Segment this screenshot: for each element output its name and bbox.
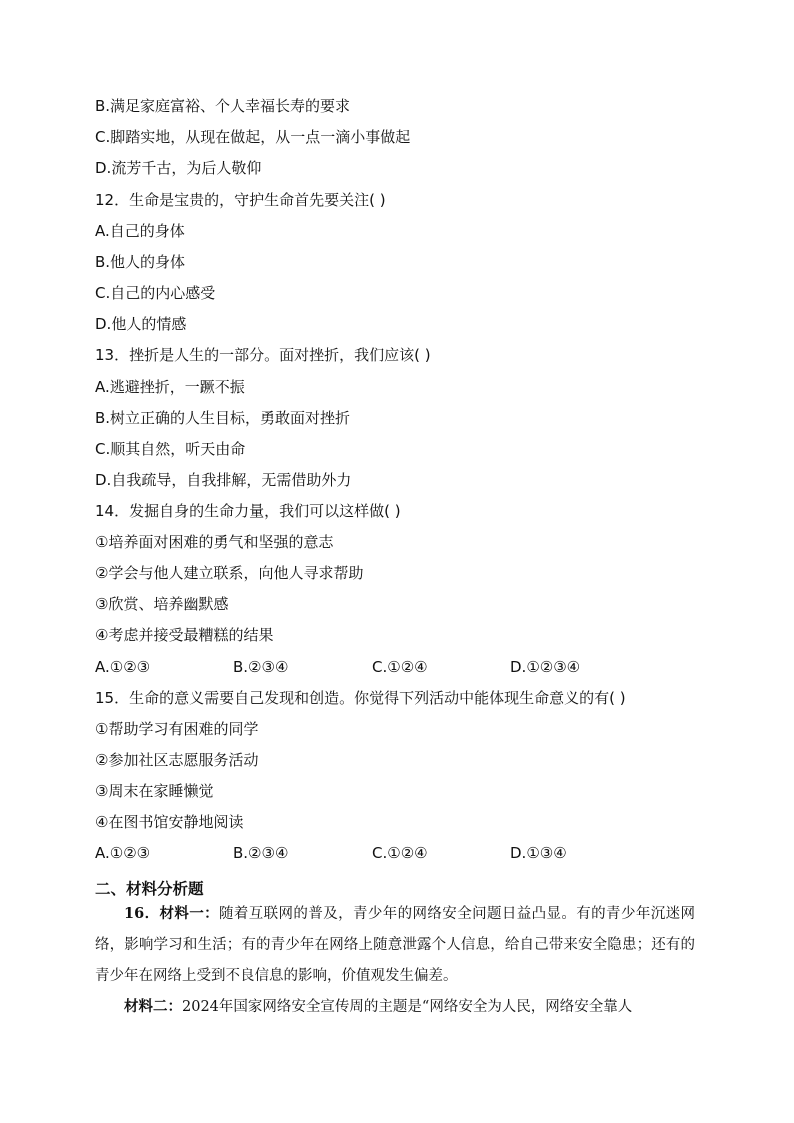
q14-item-3: ③欣赏、培养幽默感 <box>95 595 229 613</box>
q15-option-a: A.①②③ <box>95 844 151 862</box>
q12-option-b: B.他人的身体 <box>95 253 186 271</box>
q16-material-1-text: 随着互联网的普及，青少年的网络安全问题日益凸显。有的青少年沉迷网络，影响学习和生活；有的青少年在网络上随意泄露个人信息，给自己带来安全隐患；还有的青少年在网络上受到不良信息的影响，价值观发生偏差。 <box>95 906 695 984</box>
q12-option-c: C.自己的内心感受 <box>95 284 216 302</box>
material-2-label: 材料二： <box>124 998 182 1015</box>
q16-material-1 <box>95 898 695 992</box>
q15-option-b: B.②③④ <box>233 844 289 862</box>
q15-item-2: ②参加社区志愿服务活动 <box>95 751 259 769</box>
q14-option-c: C.①②④ <box>372 658 428 676</box>
q14-item-4: ④考虑并接受最糟糕的结果 <box>95 626 274 644</box>
section-title: 二、材料分析题 <box>95 880 204 898</box>
q13-option-b: B.树立正确的人生目标，勇敢面对挫折 <box>95 409 351 427</box>
q14-option-a: A.①②③ <box>95 658 151 676</box>
q13-option-a: A.逃避挫折，一蹶不振 <box>95 378 245 396</box>
q16-label: 16．材料一： <box>124 905 219 922</box>
q14-stem: 14．发掘自身的生命力量，我们可以这样做( ) <box>95 502 401 520</box>
q14-item-2: ②学会与他人建立联系，向他人寻求帮助 <box>95 564 364 582</box>
q11-option-c: C.脚踏实地，从现在做起，从一点一滴小事做起 <box>95 128 411 146</box>
q13-option-d: D.自我疏导，自我排解，无需借助外力 <box>95 471 352 489</box>
q14-item-1: ①培养面对困难的勇气和坚强的意志 <box>95 533 334 551</box>
q15-item-3: ③周末在家睡懒觉 <box>95 782 214 800</box>
q13-option-c: C.顺其自然，听天由命 <box>95 440 246 458</box>
q14-option-d: D.①②③④ <box>510 658 581 676</box>
q11-option-d: D.流芳千古，为后人敬仰 <box>95 159 262 177</box>
material-2-text: 2024年国家网络安全宣传周的主题是“网络安全为人民，网络安全靠人 <box>182 999 633 1015</box>
q15-option-d: D.①③④ <box>510 844 567 862</box>
q11-option-b: B.满足家庭富裕、个人幸福长寿的要求 <box>95 97 351 115</box>
q12-stem: 12．生命是宝贵的，守护生命首先要关注( ) <box>95 191 386 209</box>
q13-stem: 13．挫折是人生的一部分。面对挫折，我们应该( ) <box>95 346 431 364</box>
q15-item-4: ④在图书馆安静地阅读 <box>95 813 244 831</box>
q15-item-1: ①帮助学习有困难的同学 <box>95 720 259 738</box>
q16-material-2 <box>95 991 695 1022</box>
q15-option-c: C.①②④ <box>372 844 428 862</box>
q14-option-b: B.②③④ <box>233 658 289 676</box>
q12-option-d: D.他人的情感 <box>95 315 187 333</box>
q15-stem: 15．生命的意义需要自己发现和创造。你觉得下列活动中能体现生命意义的有( ) <box>95 689 626 707</box>
q12-option-a: A.自己的身体 <box>95 222 185 240</box>
